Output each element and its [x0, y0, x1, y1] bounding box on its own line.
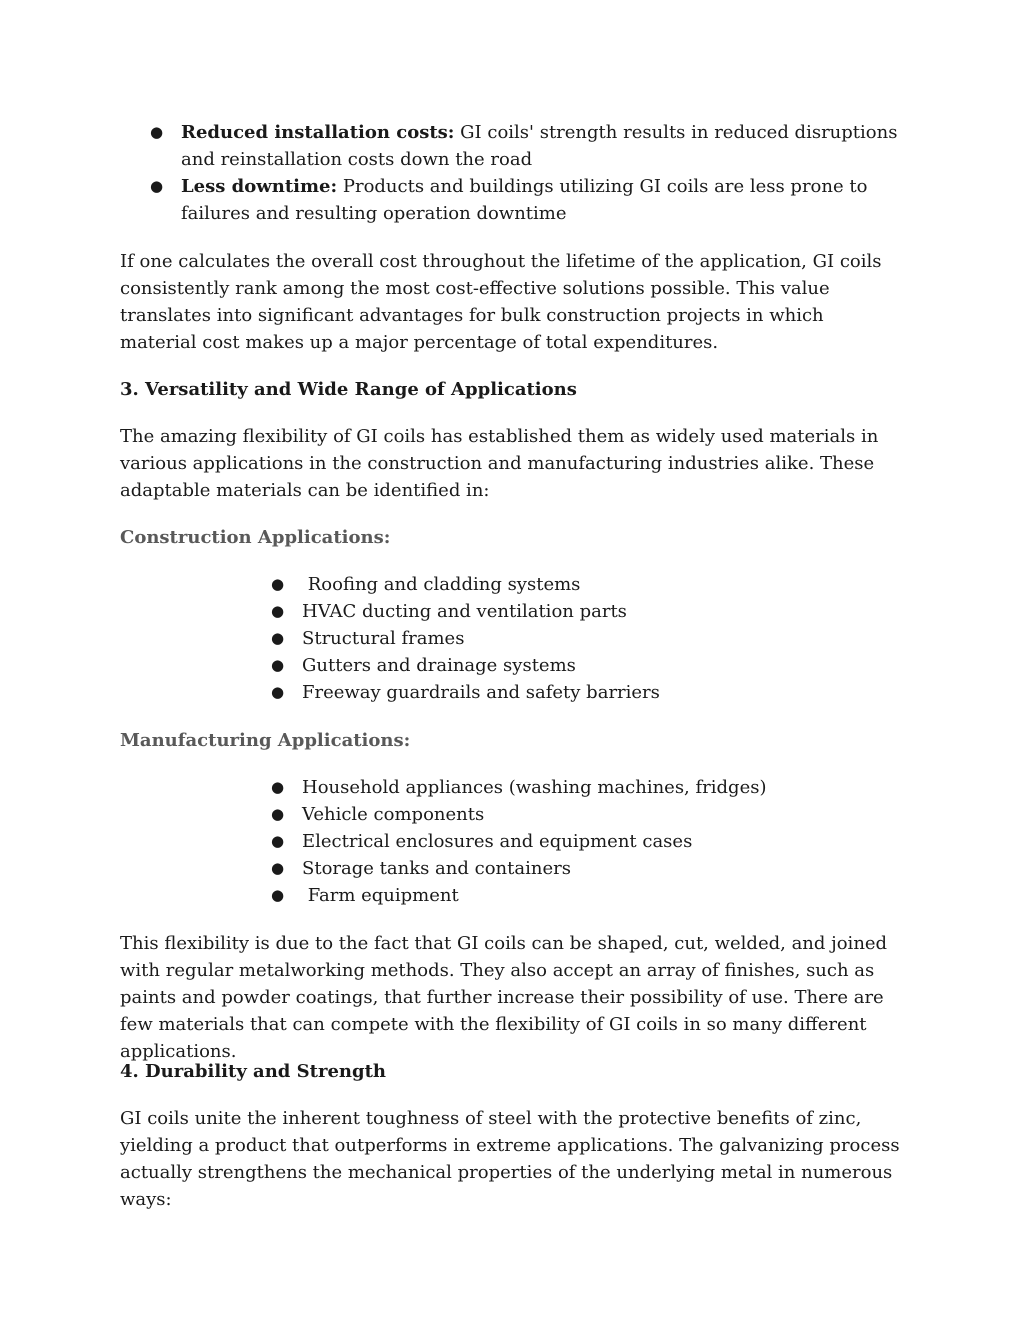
list-item	[271, 855, 871, 882]
list-item-lead: Less downtime:	[181, 176, 338, 197]
bullet-icon: ●	[271, 778, 285, 796]
list-item-text: HVAC ducting and ventilation parts	[302, 601, 627, 622]
list-item-text: Electrical enclosures and equipment cases	[302, 831, 693, 852]
list-item-text: Roofing and cladding systems	[302, 574, 581, 595]
list-item	[271, 598, 871, 625]
section-heading-versatility: 3. Versatility and Wide Range of Applications	[120, 379, 577, 400]
bullet-icon: ●	[271, 832, 285, 850]
list-item	[271, 625, 871, 652]
bullet-icon: ●	[271, 629, 285, 647]
list-item	[271, 828, 871, 855]
list-item-text: Structural frames	[302, 628, 465, 649]
list-item	[271, 652, 871, 679]
list-item-lead: Reduced installation costs:	[181, 122, 455, 143]
list-item	[271, 774, 871, 801]
manufacturing-applications-heading: Manufacturing Applications:	[120, 730, 411, 751]
list-item	[150, 119, 905, 173]
list-item-text: Freeway guardrails and safety barriers	[302, 682, 660, 703]
list-item-text: Farm equipment	[302, 885, 459, 906]
construction-applications-list	[271, 571, 871, 706]
bullet-icon: ●	[271, 656, 285, 674]
list-item-text: Products and buildings utilizing GI coils are less prone to failures and resulting operation downtime	[181, 176, 868, 224]
list-item	[150, 173, 905, 227]
manufacturing-applications-list	[271, 774, 871, 909]
list-item	[271, 882, 871, 909]
cost-benefits-list	[150, 119, 905, 227]
list-item-text: Storage tanks and containers	[302, 858, 571, 879]
durability-paragraph: GI coils unite the inherent toughness of steel with the protective benefits of zinc, yielding a product that outperforms in extreme applications. The galvanizing process actually strengthens the mechanical properties of the underlying metal in numerous ways:	[120, 1108, 900, 1210]
list-item	[271, 801, 871, 828]
versatility-paragraph: The amazing flexibility of GI coils has established them as widely used materials in various applications in the construction and manufacturing industries alike. These adaptable materials can be identified in:	[120, 426, 879, 501]
bullet-icon: ●	[271, 575, 285, 593]
bullet-icon: ●	[271, 683, 285, 701]
list-item	[271, 571, 871, 598]
bullet-icon: ●	[150, 123, 164, 141]
construction-applications-heading: Construction Applications:	[120, 527, 391, 548]
list-item-text: Gutters and drainage systems	[302, 655, 576, 676]
bullet-icon: ●	[150, 177, 164, 195]
list-item-text: Vehicle components	[302, 804, 485, 825]
bullet-icon: ●	[271, 602, 285, 620]
section-heading-durability: 4. Durability and Strength	[120, 1061, 386, 1082]
lifetime-cost-paragraph: If one calculates the overall cost throughout the lifetime of the application, GI coils consistently rank among the most cost-effective solutions possible. This value translates into significant advantages for bulk construction projects in which material cost makes up a major percentage of total expenditures.	[120, 251, 882, 353]
bullet-icon: ●	[271, 859, 285, 877]
list-item-text: Household appliances (washing machines, fridges)	[302, 777, 767, 798]
bullet-icon: ●	[271, 805, 285, 823]
bullet-icon: ●	[271, 886, 285, 904]
list-item-text: GI coils' strength results in reduced disruptions and reinstallation costs down the road	[181, 122, 898, 170]
list-item	[271, 679, 871, 706]
flexibility-paragraph: This flexibility is due to the fact that GI coils can be shaped, cut, welded, and joined with regular metalworking methods. They also accept an array of finishes, such as paints and powder coatings, that further increase their possibility of use. There are few materials that can compete with the flexibility of GI coils in so many different applications.	[120, 933, 888, 1062]
